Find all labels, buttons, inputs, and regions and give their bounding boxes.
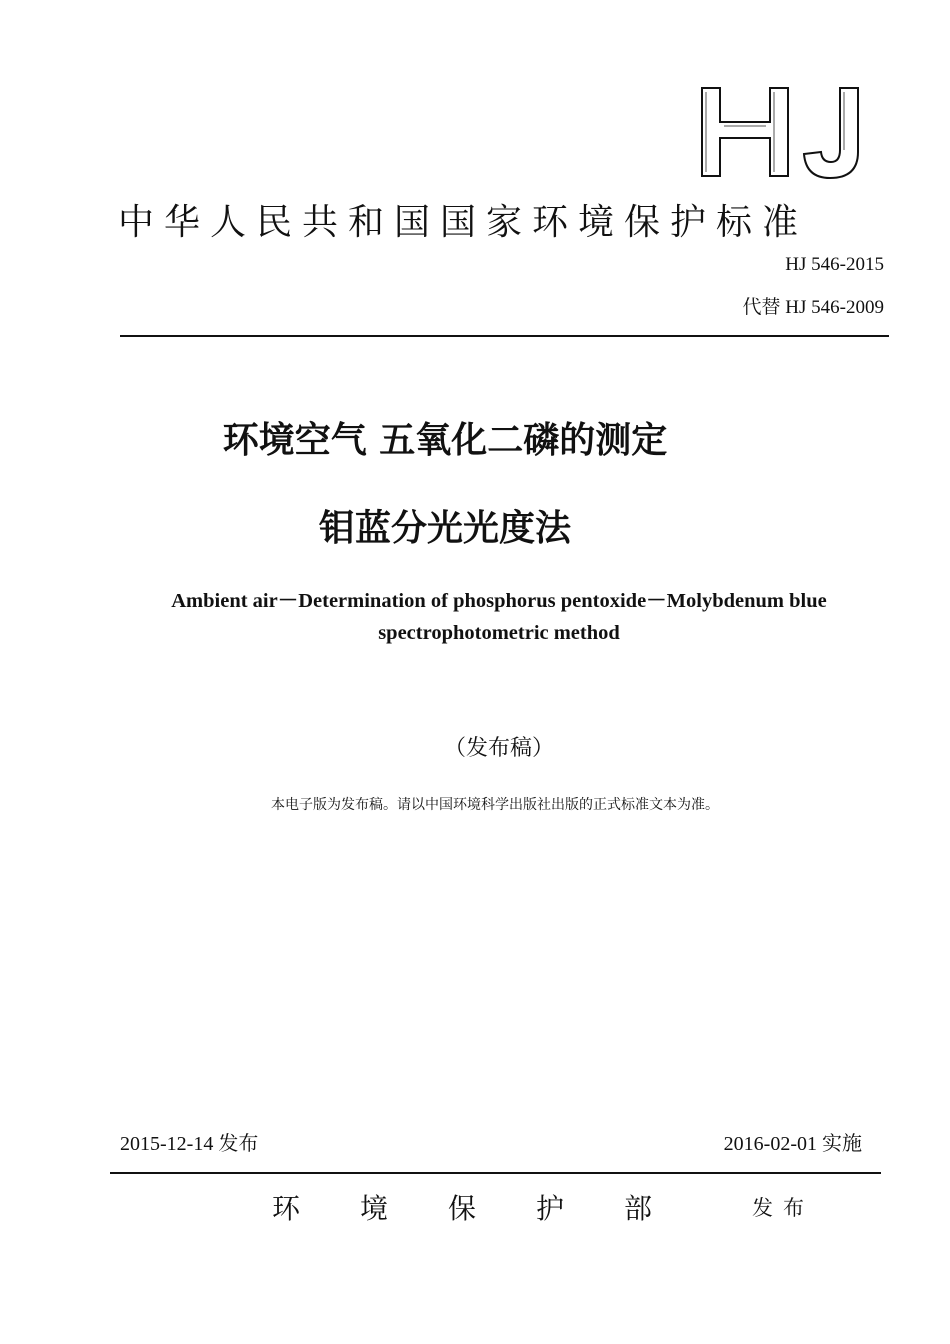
chinese-title-line-2: 钼蓝分光光度法 [318, 508, 571, 549]
english-title-line-1: Ambient air－Determination of phosphorus pentoxide－Molybdenum blue [171, 590, 827, 612]
replaces-standard: 代替 HJ 546-2009 [742, 297, 884, 318]
bottom-divider [110, 1172, 881, 1174]
top-divider [120, 335, 889, 337]
edition-note: 本电子版为发布稿。请以中国环境科学出版社出版的正式标准文本为准。 [271, 797, 719, 813]
publish-label: 发布 [752, 1196, 814, 1220]
english-title-line-2: spectrophotometric method [378, 622, 620, 644]
issue-date: 2015-12-14 发布 [120, 1133, 259, 1155]
standard-code: HJ 546-2015 [785, 254, 884, 275]
hj-logo-letter-j [804, 88, 858, 178]
hj-logo [700, 82, 870, 182]
organization-name: 中华人民共和国国家环境保护标准 [118, 202, 809, 243]
implementation-date: 2016-02-01 实施 [723, 1133, 862, 1155]
hj-logo-letter-h [702, 88, 788, 176]
release-status: （发布稿） [443, 736, 554, 761]
chinese-title-line-1: 环境空气 五氧化二磷的测定 [222, 420, 668, 461]
issuing-ministry: 环境保护部 [272, 1192, 713, 1225]
